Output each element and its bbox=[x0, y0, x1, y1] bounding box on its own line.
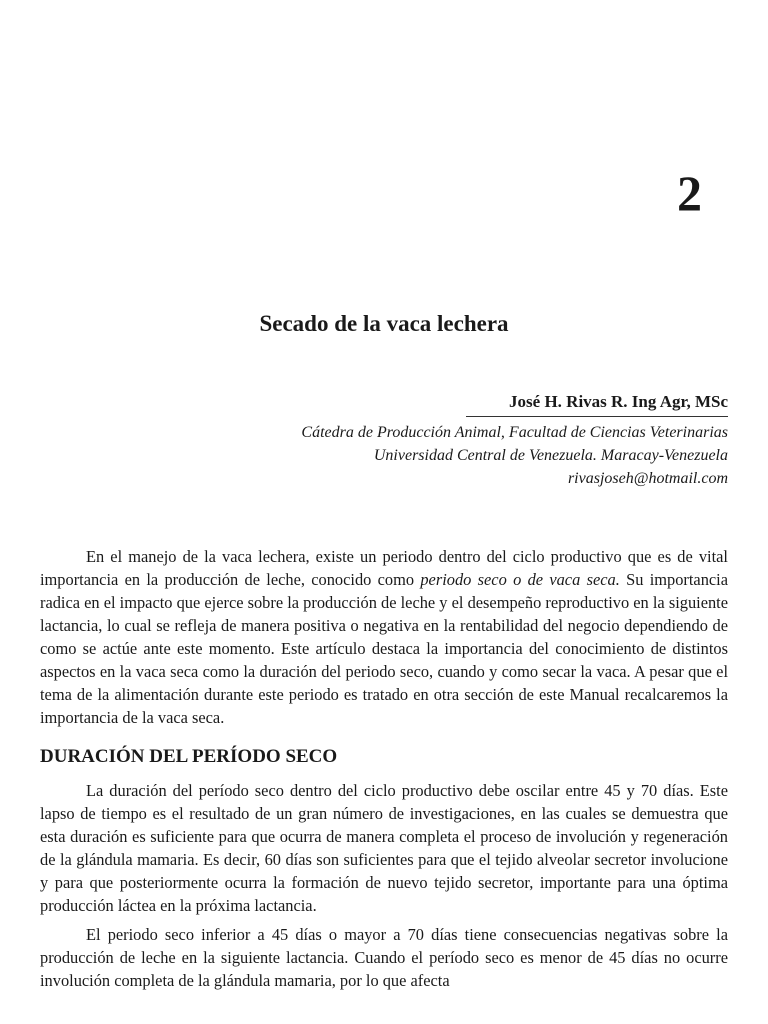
intro-text-1: En el manejo de la vaca lechera, existe un periodo dentro del ciclo productivo que es de vital importancia en la producción de leche, conocido como bbox=[40, 547, 728, 589]
intro-text-2: Su importancia radica en el impacto que ejerce sobre la producción de leche y el desempeño reproductivo en la siguiente lactancia, lo cual se refleja de manera positiva o negativa en la rentabilidad del negocio dependiendo de como se actúe ante este momento. Este artículo destaca la importancia del conocimiento de distintos aspectos en la vaca seca como la duración del periodo seco, cuando y como secar la vaca. A pesar que el tema de la alimentación durante este periodo es tratado en otra sección de este Manual recalcaremos la importancia de la vaca seca. bbox=[40, 570, 729, 727]
intro-paragraph bbox=[40, 545, 728, 729]
affiliation-line-2: Universidad Central de Venezuela. Maracay-Venezuela bbox=[373, 447, 728, 464]
body-text bbox=[40, 545, 728, 992]
author-email: rivasjoseh@hotmail.com bbox=[567, 470, 728, 487]
author-name: José H. Rivas R. Ing Agr, MSc bbox=[466, 390, 728, 417]
affiliation bbox=[208, 421, 728, 490]
page-title: Secado de la vaca lechera bbox=[259, 311, 509, 336]
author-block bbox=[208, 390, 728, 490]
section-heading: DURACIÓN DEL PERÍODO SECO bbox=[40, 746, 338, 767]
chapter-number: 2 bbox=[677, 165, 702, 221]
section-paragraph-1: La duración del período seco dentro del ciclo productivo debe oscilar entre 45 y 70 días. Este lapso de tiempo es el resultado de un gran número de investigaciones, en las cuales se demuestra que esta duración es suficiente para que ocurra de manera completa el proceso de involución y regeneración de la glándula mamaria. Es decir, 60 días son suficientes para que el tejido alveolar secretor involucione y para que posteriormente ocurra la formación de nuevo tejido secretor, importante para una óptima producción láctea en la próxima lactancia. bbox=[40, 781, 728, 915]
section-paragraph-2: El periodo seco inferior a 45 días o mayor a 70 días tiene consecuencias negativas sobre la producción de leche en la siguiente lactancia. Cuando el período seco es menor de 45 días no ocurre involución completa de la glándula mamaria, por lo que afecta bbox=[40, 925, 728, 990]
intro-italic-term: periodo seco o de vaca seca. bbox=[420, 570, 620, 589]
affiliation-line-1: Cátedra de Producción Animal, Facultad de Ciencias Veterinarias bbox=[301, 424, 728, 441]
